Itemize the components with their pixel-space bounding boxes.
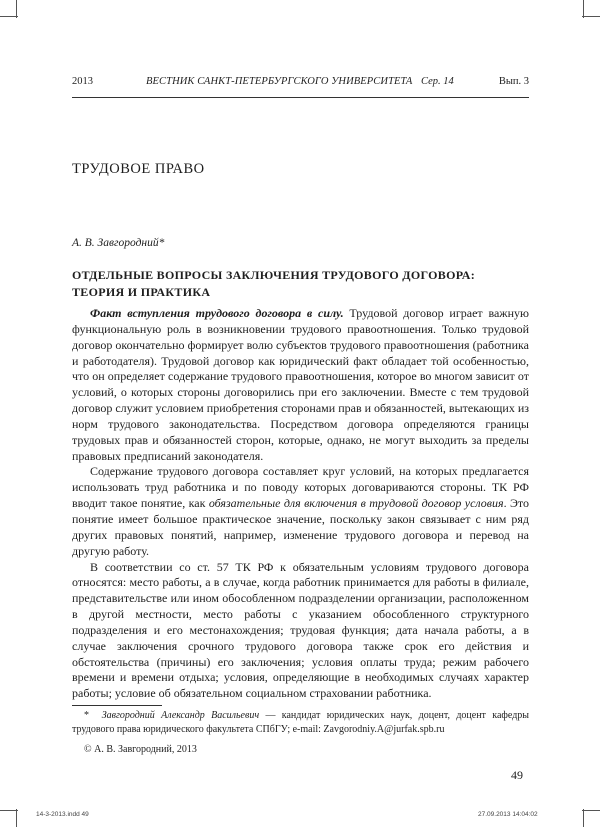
paragraph-text: Содержание трудового договора составляет круг условий, на которых предлагается использовать труд работника и по поводу которых договариваются стороны. ТК РФ вводит такое понятие, как [72, 464, 529, 511]
footnote-text: — кандидат юридических наук, доцент, доцент кафедры трудового права юридического факультета СПбГУ; e-mail: Zavgorodniy.A@jurfak.spb.ru [72, 710, 530, 735]
header-year: 2013 [72, 76, 93, 87]
crop-mark [583, 809, 584, 827]
header-issue: Вып. 3 [498, 76, 529, 87]
slug-file: 14-3-2013.indd 49 [36, 811, 89, 818]
author: А. В. Завгородний* [72, 237, 165, 249]
footnote-rule [72, 705, 162, 706]
paragraph [72, 560, 529, 703]
running-header [72, 76, 529, 92]
paragraph [72, 464, 529, 559]
page-number: 49 [511, 768, 523, 782]
crop-mark [16, 809, 17, 827]
crop-mark [582, 810, 600, 811]
article-title: ОТДЕЛЬНЫЕ ВОПРОСЫ ЗАКЛЮЧЕНИЯ ТРУДОВОГО ДОГОВОРА: ТЕОРИЯ И ПРАКТИКА [72, 268, 476, 299]
paragraph [72, 306, 529, 464]
paragraph-text: В соответствии со ст. 57 ТК РФ к обязательным условиям трудового договора относятся: место работы, а в случае, когда работник принимается для работы в филиале, представительстве или ином обособленном подразделении организации, расположенном в другой местности, место работы с указанием обособленного структурного подразделения и его местонахождения; трудовая функция; дата начала работы, а в случае заключения срочного трудового договора также срок его действия и обстоятельства (причины) его заключения; условия оплаты труда; режим рабочего времени и времени отдыха; условия, определяющие в необходимых случаях характер работы; условие об обязательном социальном страховании работника. [72, 559, 529, 701]
crop-mark [0, 16, 18, 17]
crop-mark [582, 16, 600, 17]
paragraph-lead: Факт вступления трудового договора в силу. [90, 306, 344, 320]
slug-timestamp: 27.09.2013 14:04:02 [478, 811, 538, 818]
paragraph-text: Трудовой договор играет важную функциональную роль в возникновении трудового правоотношения. Только трудовой договор окончательно формирует волю субъектов трудового правоотношения (работника и работодателя). Трудовой договор как юридический факт обладает той особенностью, что он определяет содержание трудового правоотношения, которое во многом зависит от условий, о которых стороны договорились при его заключении. Вместе с тем трудовой договор служит условием приобретения сторонами прав и обязанностей, вытекающих из норм трудового законодательства. Посредством договора определяются границы трудовых прав и обязанностей сторон, которые, однако, не могут выходить за пределы правовых предписаний законодателя. [72, 306, 529, 463]
header-rule [72, 97, 529, 98]
header-journal: ВЕСТНИК САНКТ-ПЕТЕРБУРГСКОГО УНИВЕРСИТЕТА [146, 76, 413, 87]
footnote-name: Завгородний Александр Васильевич [101, 710, 260, 721]
article-body [72, 306, 529, 702]
header-series: Сер. 14 [421, 76, 454, 87]
footnote-marker: * [84, 710, 89, 721]
copyright: © А. В. Завгородний, 2013 [84, 744, 197, 755]
footnote [72, 709, 529, 737]
paragraph-italic: обязательные для включения в трудовой договор условия [208, 496, 504, 511]
crop-mark [0, 810, 18, 811]
section-title: ТРУДОВОЕ ПРАВО [72, 161, 205, 177]
paragraph-text: . Это понятие имеет большое практическое значение, поскольку закон связывает с ним ряд других правовых понятий, например, изменение трудового договора и перевод на другую работу. [72, 496, 529, 558]
